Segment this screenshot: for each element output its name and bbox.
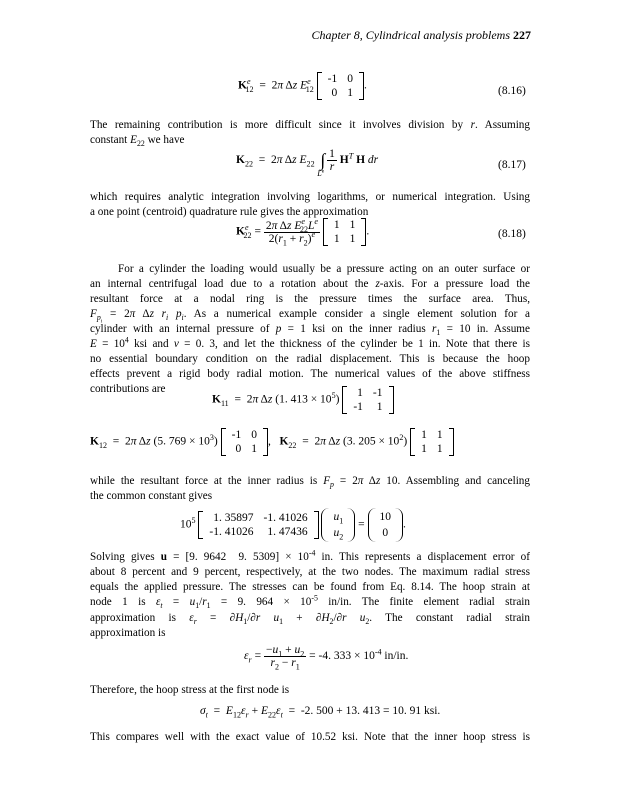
text-line: a one point (centroid) quadrature rule gives the approximation bbox=[90, 206, 369, 218]
vector-rhs: 10 0 bbox=[368, 508, 404, 542]
matrix-k22e: 1 1 1 1 bbox=[323, 218, 367, 246]
matrix-k12e: -1 0 0 1 bbox=[317, 72, 364, 100]
equation-k11: $K_{11} = 2\pi$ Δz (1. $413 \times 10^5$) 1 -1 -1 1 bbox=[212, 386, 394, 414]
text-line: while the resultant force at the inner radius is $F_p = 2\pi$ Δz 10. Assembling and canceling bbox=[90, 475, 530, 490]
text-line: the common constant gives bbox=[90, 490, 213, 502]
text-line: cylinder with an internal pressure of p = 1 ksi on the inner radius $r_1 = 10$ in. Assume bbox=[90, 323, 530, 338]
text-line: an internal centrifugal load due to a rotation about the z-axis. For a pressure load the bbox=[90, 278, 530, 290]
text-line: Solving gives u = [9. 9642 9. $5309] \times 10^{-4}$ in. This represents a displacement error of bbox=[90, 548, 530, 563]
text-line: approximation is $\varepsilon_r = \partial H_1/\partial r$ $u_1 + \partial H_2/\partial r$ $u_2$. The constant radial strain bbox=[90, 612, 531, 627]
equation-hoop-stress: $\sigma_t = E_{12}\varepsilon_r + E_{22}\varepsilon_t = -2$. 500 + 13. 413 = 10. 91 ksi. bbox=[200, 705, 441, 720]
text-line: contributions are bbox=[90, 383, 166, 395]
equation-8-18: $K^e_{22}$ = $\frac{2\pi \Delta z E^e_{22}L^e}{2(r_1 + r_2)^e}$ 1 1 1 1 . bbox=[236, 216, 370, 247]
equation-radial-strain: $\varepsilon_r$ = $\frac{-u_1 + u_2}{r_2 - r_1}$ = -4. $333 \times 10^{-4}$ in/in. bbox=[244, 644, 409, 672]
equation-number-8-16: (8.16) bbox=[498, 85, 526, 97]
page-number: 227 bbox=[513, 28, 531, 42]
text-line: $E = 10^4$ ksi and ν = 0. 3, and let the thickness of the cylinder be 1 in. Note that there is bbox=[90, 335, 530, 350]
chapter-title: Chapter 8, Cylindrical analysis problems bbox=[311, 28, 510, 42]
matrix-k22: 1 1 1 1 bbox=[410, 428, 454, 456]
text-line: The remaining contribution is more difficult since it involves division by r. Assuming bbox=[90, 119, 530, 131]
equation-system: $10^5$ 1. 35897 -1. 41026 -1. 41026 1. 47436 $u_1$ $u_2$ = 10 0 . bbox=[180, 508, 406, 542]
text-line: node 1 is $\varepsilon_t = u_1/r_1 = 9$. $964 \times 10^{-5}$ in/in. The finite element radial strain bbox=[90, 593, 530, 611]
equation-8-17: $K_{22} = 2\pi$ Δz $E_{22}$ $\int_{L^e}$ $\frac{1}{r}$ $H^T$ H dr bbox=[236, 148, 379, 179]
vector-unknowns: $u_1$ $u_2$ bbox=[321, 508, 355, 542]
text-line: constant $E_{22}$ we have bbox=[90, 134, 185, 149]
equation-number-8-17: (8.17) bbox=[498, 159, 526, 171]
text-line: about 8 percent and 9 percent, respectively, at the two nodes. The maximum radial stress bbox=[90, 566, 530, 578]
text-line: This compares well with the exact value of 10.52 ksi. Note that the inner hoop stress is bbox=[90, 731, 530, 743]
text-line: no essential boundary condition on the radial displacement. This is because the hoop bbox=[90, 353, 530, 365]
text-line: $F_{p_i} = 2\pi$ Δz $r_i$ $p_i$. As a numerical example consider a single element solution for a bbox=[90, 308, 531, 325]
text-line: Therefore, the hoop stress at the first node is bbox=[90, 684, 290, 696]
page-header bbox=[311, 28, 531, 43]
matrix-k11: 1 -1 -1 1 bbox=[342, 386, 393, 414]
text-line: approximation is bbox=[90, 627, 166, 639]
equation-8-16: $K^e_{12} = 2\pi$ Δz $E^e_{12}$ -1 0 0 1 . bbox=[238, 73, 367, 99]
equation-k12-k22: $K_{12} = 2\pi$ Δz (5. $769 \times 10^3$) -1 0 0 1 , $K_{22} = 2\pi$ Δz (3. $205 \times 10^2$) 1 1 1 1 bbox=[90, 428, 454, 456]
text-line: resultant force at a nodal ring is the pressure times the surface area. Thus, bbox=[90, 293, 530, 305]
text-line: which requires analytic integration involving logarithms, or numerical integration. Using bbox=[90, 191, 530, 203]
equation-number-8-18: (8.18) bbox=[498, 228, 526, 240]
text-line: equals the applied pressure. The stresses can be found from Eq. 8.14. The hoop strain at bbox=[90, 581, 530, 593]
text-line: For a cylinder the loading would usually be a pressure acting on an outer surface or bbox=[118, 263, 530, 275]
text-line: effects prevent a rigid body radial motion. The numerical values of the above stiffness bbox=[90, 368, 530, 380]
matrix-k12: -1 0 0 1 bbox=[221, 428, 268, 456]
matrix-system: 1. 35897 -1. 41026 -1. 41026 1. 47436 bbox=[198, 511, 318, 539]
